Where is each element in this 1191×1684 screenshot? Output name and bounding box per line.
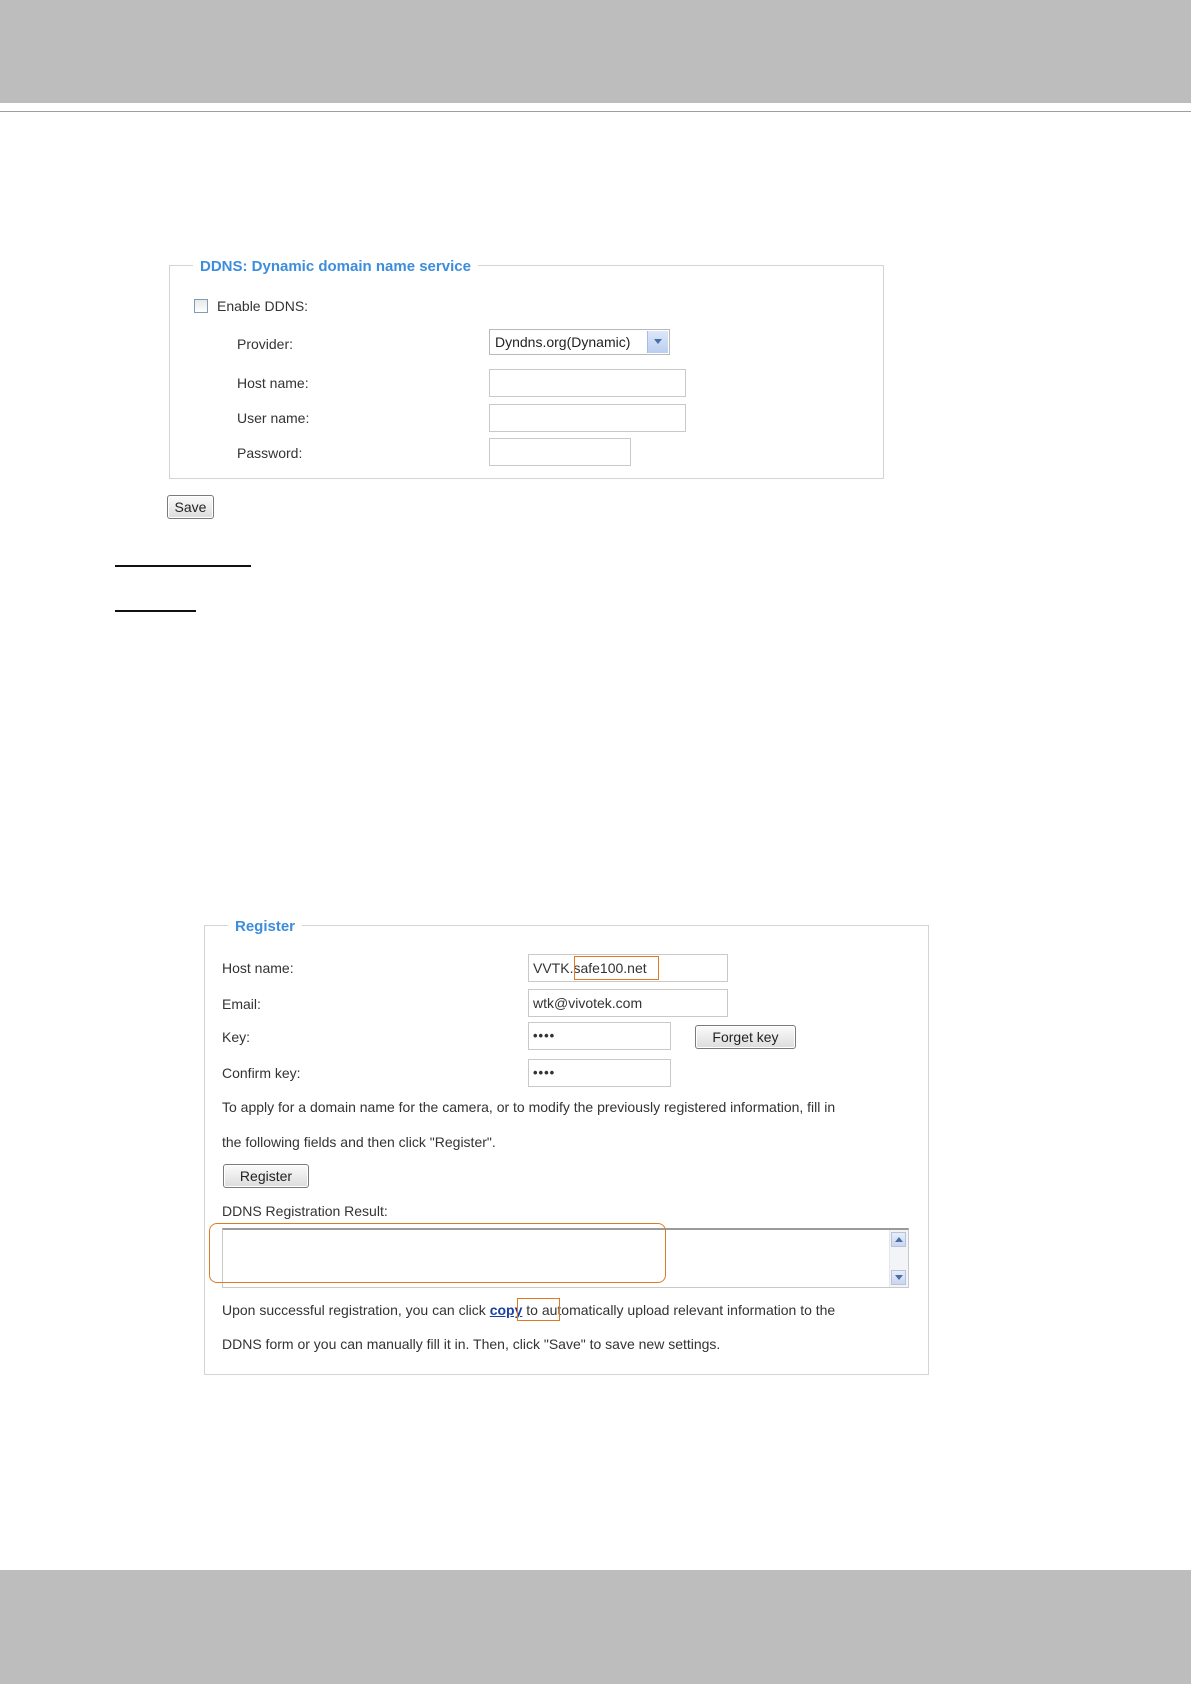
footer-band: [0, 1570, 1191, 1684]
ddns-password-label: Password:: [237, 445, 303, 461]
chevron-down-icon[interactable]: [647, 331, 668, 353]
ddns-host-input[interactable]: [489, 369, 686, 397]
host-suffix-highlight: [574, 956, 659, 980]
header-band: [0, 0, 1191, 103]
register-host-prefix: VVTK.: [533, 960, 574, 976]
result-label: DDNS Registration Result:: [222, 1203, 388, 1219]
copy-link-highlight: [517, 1298, 560, 1321]
header-rule: [0, 111, 1191, 112]
ddns-user-label: User name:: [237, 410, 310, 426]
result-scrollbar[interactable]: [889, 1230, 908, 1287]
register-legend: Register: [228, 918, 302, 936]
section-underline-1: [115, 565, 251, 567]
provider-label: Provider:: [237, 336, 294, 352]
register-email-label: Email:: [222, 996, 261, 1012]
ddns-legend: DDNS: Dynamic domain name service: [193, 258, 478, 276]
register-instructions-2: the following fields and then click "Register".: [222, 1134, 496, 1150]
copy-link[interactable]: copy: [489, 1302, 523, 1318]
scroll-up-icon[interactable]: [891, 1232, 906, 1247]
register-confirm-label: Confirm key:: [222, 1065, 301, 1081]
register-button[interactable]: Register: [223, 1164, 309, 1188]
register-footer-2: DDNS form or you can manually fill it in. Then, click "Save" to save new settings.: [222, 1336, 721, 1352]
ddns-user-input[interactable]: [489, 404, 686, 432]
register-email-input[interactable]: wtk@vivotek.com: [528, 989, 728, 1017]
forget-key-button[interactable]: Forget key: [695, 1025, 796, 1049]
scroll-down-icon[interactable]: [891, 1270, 906, 1285]
footer-text-before: Upon successful registration, you can click: [222, 1302, 486, 1318]
section-underline-2: [115, 610, 196, 612]
register-host-suffix: safe100.net: [573, 960, 647, 976]
footer-text-after: to automatically upload relevant information to the: [526, 1302, 836, 1318]
ddns-password-input[interactable]: [489, 438, 631, 466]
ddns-host-label: Host name:: [237, 375, 309, 391]
register-host-label: Host name:: [222, 960, 294, 976]
register-key-label: Key:: [222, 1029, 251, 1045]
provider-select[interactable]: [489, 329, 670, 355]
result-highlight: [209, 1223, 666, 1283]
register-confirm-input[interactable]: ••••: [528, 1059, 671, 1087]
provider-value: Dyndns.org(Dynamic): [495, 334, 631, 350]
register-key-input[interactable]: ••••: [528, 1022, 671, 1050]
enable-ddns-label: Enable DDNS:: [217, 298, 309, 314]
register-instructions-1: To apply for a domain name for the camera, or to modify the previously registered information, fill in: [222, 1099, 836, 1115]
save-button[interactable]: Save: [167, 495, 214, 519]
enable-ddns-checkbox[interactable]: [194, 299, 208, 313]
